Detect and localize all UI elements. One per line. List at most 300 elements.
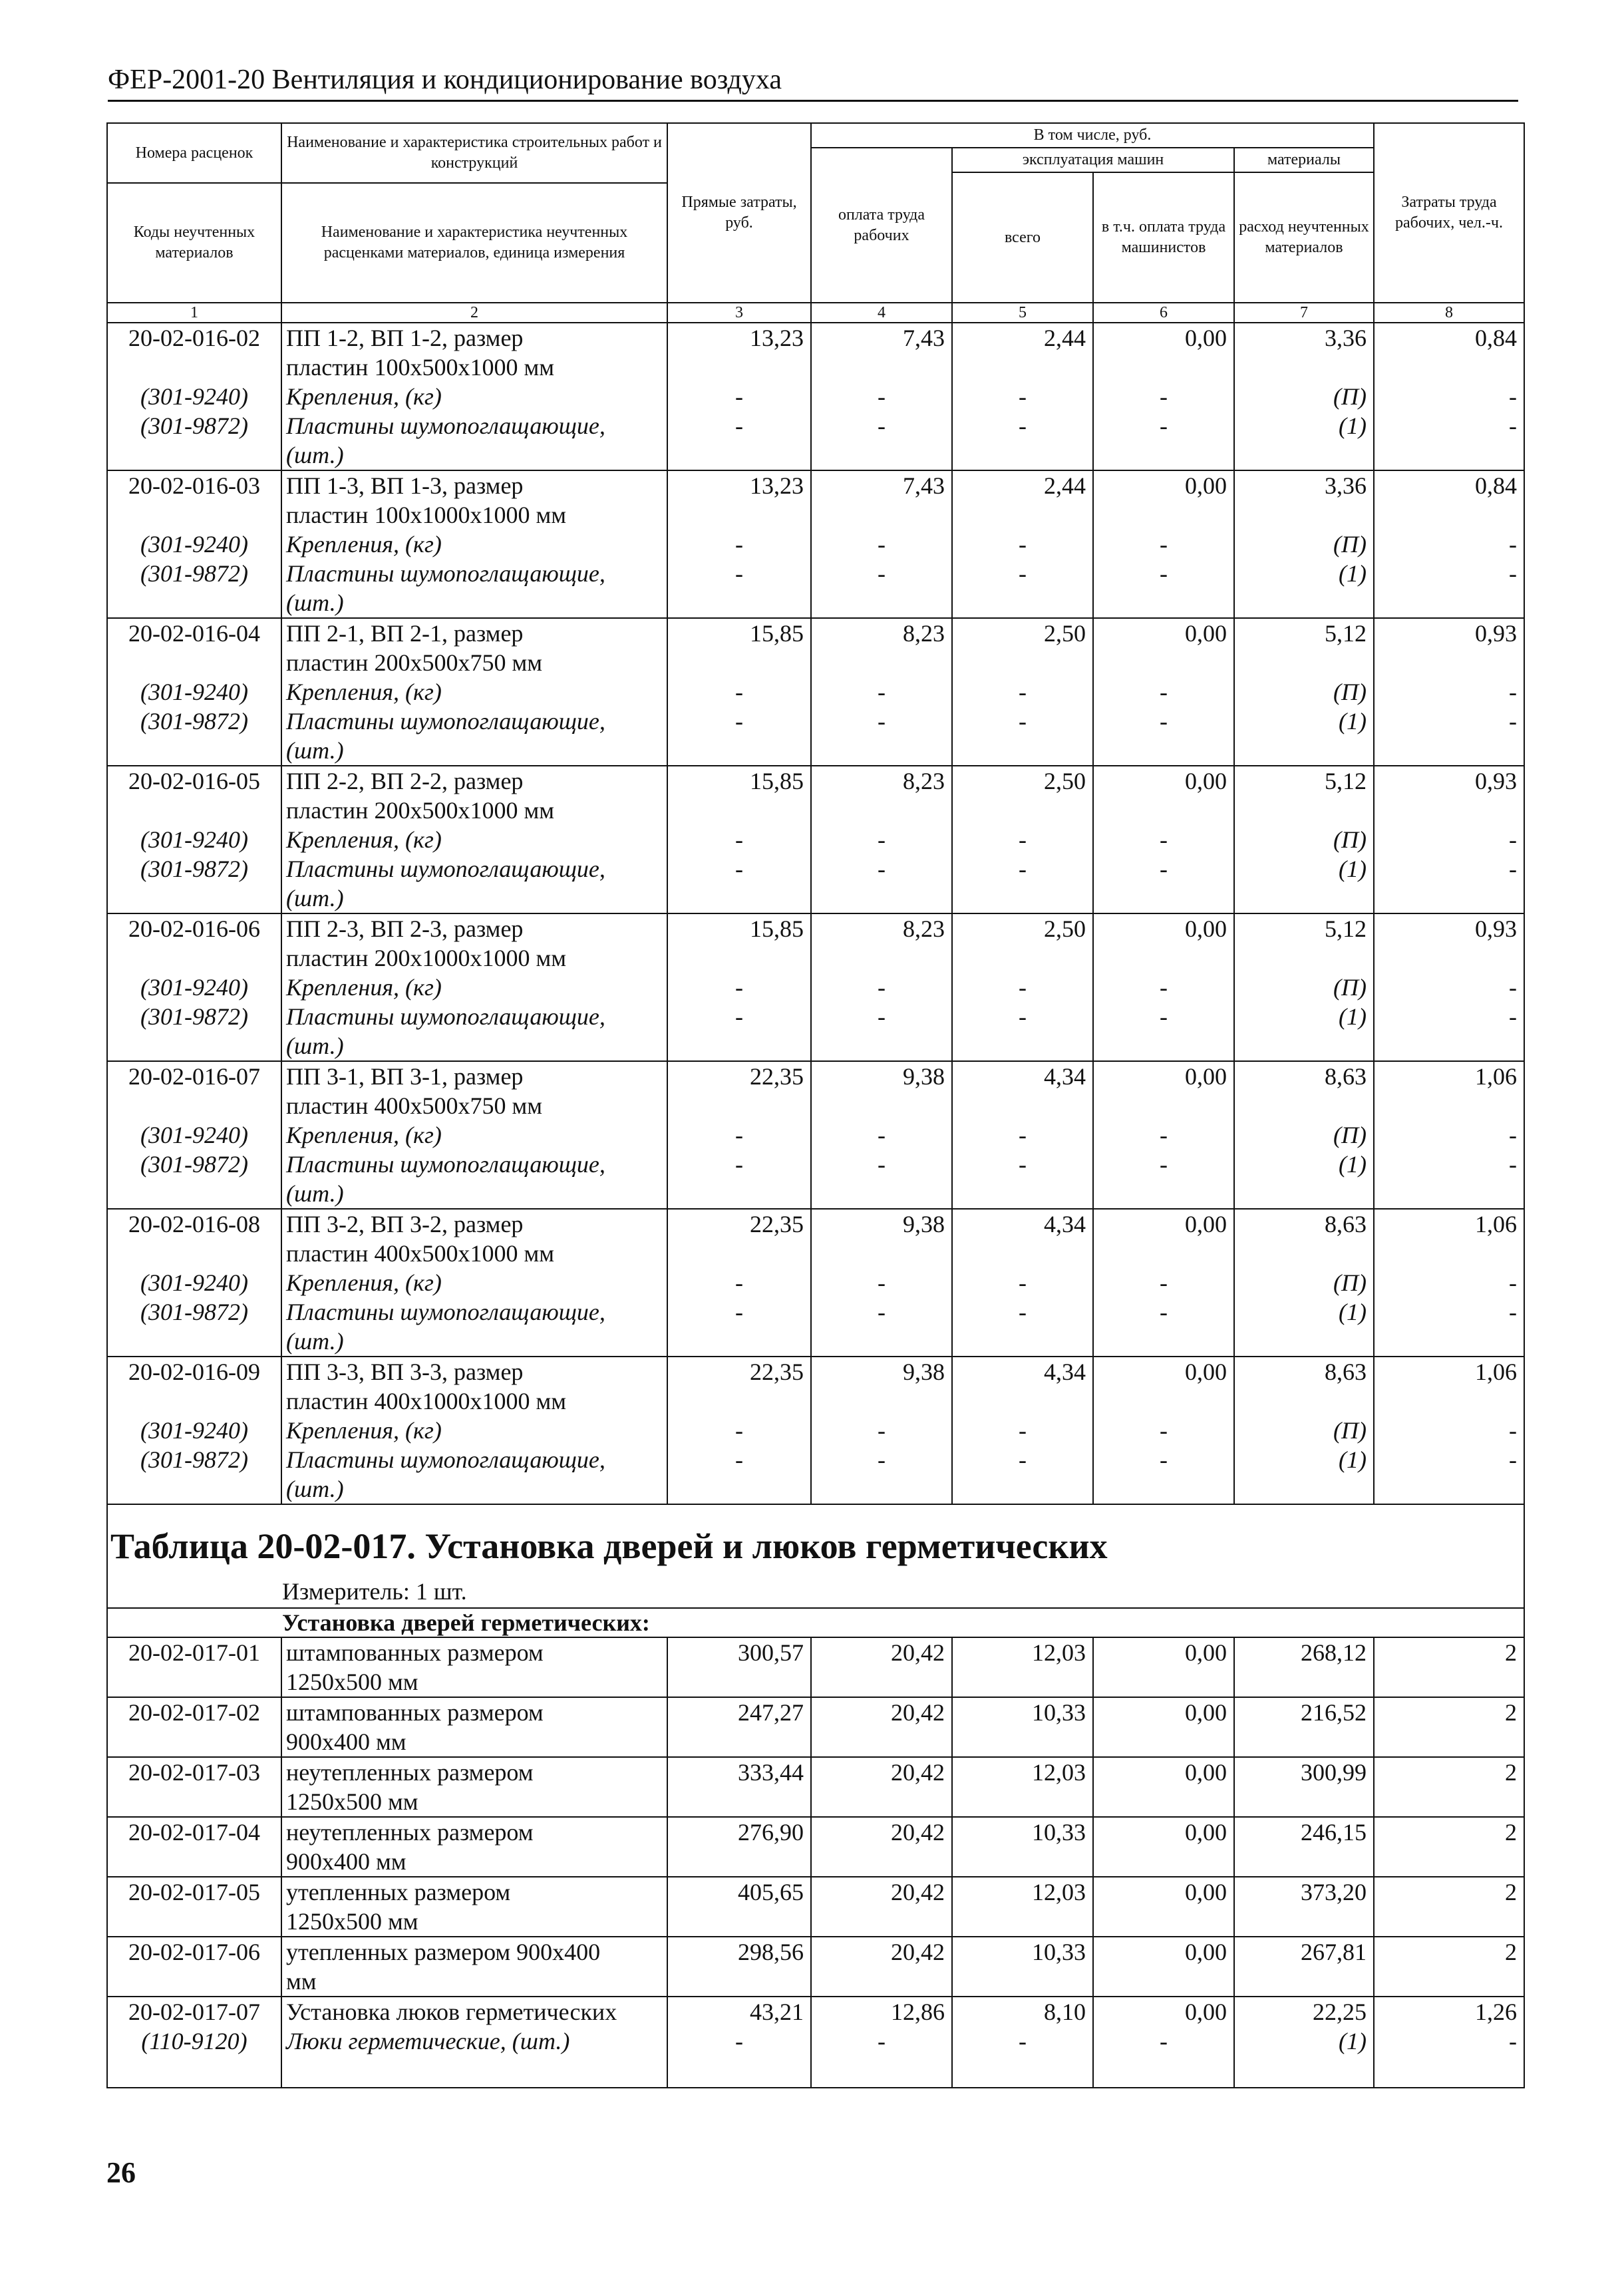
material-row-continuation <box>107 884 1524 913</box>
dash-cell: - <box>952 854 1093 884</box>
empty-cell <box>1374 1727 1524 1757</box>
dash-cell: - <box>667 1120 811 1150</box>
empty-cell <box>952 1239 1093 1268</box>
dash-cell: - <box>952 1416 1093 1445</box>
material-code: (301-9240) <box>107 973 281 1002</box>
materials-cost: 216,52 <box>1234 1697 1374 1727</box>
empty-cell <box>1093 1727 1234 1757</box>
empty-cell <box>1374 648 1524 677</box>
labor-hours: 0,93 <box>1374 913 1524 943</box>
empty-cell <box>1234 1847 1374 1877</box>
table-bottom-spacer <box>107 2056 1524 2088</box>
column-number: 1 <box>107 303 281 323</box>
material-row <box>107 854 1524 884</box>
dash-cell: - <box>1093 677 1234 707</box>
worker-wage: 9,38 <box>811 1061 952 1091</box>
section-title: Таблица 20-02-017. Установка дверей и люков герметических <box>110 1526 1108 1567</box>
empty-cell <box>811 353 952 382</box>
materials-cost: 22,25 <box>1234 1997 1374 2027</box>
dash-cell: - <box>1093 1268 1234 1297</box>
header-cell: Прямые затраты, руб. <box>667 123 811 303</box>
labor-hours: 2 <box>1374 1637 1524 1667</box>
dash-cell: - <box>1093 1416 1234 1445</box>
empty-cell <box>1234 1327 1374 1357</box>
rate-code: 20-02-016-07 <box>107 1061 281 1091</box>
material-row <box>107 707 1524 736</box>
dash-cell: - <box>811 1120 952 1150</box>
empty-cell <box>811 1847 952 1877</box>
empty-cell <box>667 353 811 382</box>
page-title: ФЕР-2001-20 Вентиляция и кондиционирование воздуха <box>108 65 782 95</box>
empty-cell <box>811 648 952 677</box>
empty-cell <box>667 1787 811 1817</box>
direct-cost: 22,35 <box>667 1209 811 1239</box>
worker-wage: 20,42 <box>811 1757 952 1787</box>
empty-cell <box>107 1967 281 1997</box>
direct-cost: 13,23 <box>667 470 811 500</box>
empty-cell <box>1093 884 1234 913</box>
direct-cost: 247,27 <box>667 1697 811 1727</box>
dash-cell: - <box>1093 825 1234 854</box>
empty-cell <box>107 1239 281 1268</box>
machinist-wage: 0,00 <box>1093 618 1234 648</box>
empty-cell <box>811 500 952 530</box>
empty-cell <box>1093 1327 1234 1357</box>
direct-cost: 43,21 <box>667 1997 811 2027</box>
page-number: 26 <box>106 2156 136 2189</box>
dash-cell: - <box>1093 1445 1234 1474</box>
empty-cell <box>1234 1179 1374 1209</box>
worker-wage: 20,42 <box>811 1937 952 1967</box>
dash-cell: - <box>1093 411 1234 440</box>
labor-hours: 1,06 <box>1374 1209 1524 1239</box>
header-cell: расход неучтенных материалов <box>1234 172 1374 303</box>
empty-cell <box>1374 736 1524 766</box>
rate-code: 20-02-017-04 <box>107 1817 281 1847</box>
empty-cell <box>667 1967 811 1997</box>
material-row <box>107 2027 1524 2056</box>
materials-cost: 5,12 <box>1234 618 1374 648</box>
dash-cell: - <box>1374 382 1524 411</box>
header-cell: Номера расценок <box>107 123 281 183</box>
rate-name: ПП 3-3, ВП 3-3, размер <box>281 1357 667 1386</box>
empty-cell <box>811 1967 952 1997</box>
empty-cell <box>1093 1091 1234 1120</box>
empty-cell <box>952 1179 1093 1209</box>
empty-cell <box>1374 353 1524 382</box>
material-qty: (1) <box>1234 559 1374 588</box>
dash-cell: - <box>811 1002 952 1031</box>
materials-cost: 5,12 <box>1234 766 1374 796</box>
dash-cell: - <box>952 1297 1093 1327</box>
empty-cell <box>952 1847 1093 1877</box>
labor-hours: 1,26 <box>1374 1997 1524 2027</box>
material-code: (301-9872) <box>107 854 281 884</box>
dash-cell: - <box>952 825 1093 854</box>
rate-name-cont: 1250х500 мм <box>281 1787 667 1817</box>
dash-cell: - <box>952 559 1093 588</box>
rate-name-cont: пластин 400х1000х1000 мм <box>281 1386 667 1416</box>
machine-total: 12,03 <box>952 1757 1093 1787</box>
machine-total: 12,03 <box>952 1637 1093 1667</box>
table-row-continuation <box>107 1386 1524 1416</box>
materials-cost: 8,63 <box>1234 1061 1374 1091</box>
machinist-wage: 0,00 <box>1093 470 1234 500</box>
material-qty: (1) <box>1234 1445 1374 1474</box>
title-rule <box>108 100 1518 102</box>
dash-cell: - <box>667 1150 811 1179</box>
material-qty: (П) <box>1234 973 1374 1002</box>
empty-cell <box>1234 796 1374 825</box>
empty-cell <box>667 1179 811 1209</box>
table-row-continuation <box>107 500 1524 530</box>
table-row <box>107 1997 1524 2027</box>
material-row <box>107 1150 1524 1179</box>
dash-cell: - <box>811 707 952 736</box>
dash-cell: - <box>1093 707 1234 736</box>
section-group-title: Установка дверей герметических: <box>282 1609 650 1637</box>
dash-cell: - <box>1093 382 1234 411</box>
material-row-continuation <box>107 1031 1524 1061</box>
rate-name: штампованных размером <box>281 1697 667 1727</box>
material-row <box>107 559 1524 588</box>
material-code: (301-9240) <box>107 382 281 411</box>
rate-code: 20-02-016-03 <box>107 470 281 500</box>
column-number: 5 <box>952 303 1093 323</box>
table-row <box>107 470 1524 500</box>
empty-cell <box>1374 588 1524 618</box>
worker-wage: 8,23 <box>811 766 952 796</box>
dash-cell: - <box>1374 1445 1524 1474</box>
material-row <box>107 1120 1524 1150</box>
empty-cell <box>667 1474 811 1504</box>
material-name: Крепления, (кг) <box>281 973 667 1002</box>
header-cell: Наименование и характеристика неучтенных расценками материалов, единица измерения <box>281 183 667 303</box>
dash-cell: - <box>1374 973 1524 1002</box>
empty-cell <box>667 1727 811 1757</box>
rate-code: 20-02-017-06 <box>107 1937 281 1967</box>
empty-cell <box>107 2056 281 2088</box>
worker-wage: 7,43 <box>811 470 952 500</box>
empty-cell <box>107 796 281 825</box>
rate-code: 20-02-017-01 <box>107 1637 281 1667</box>
empty-cell <box>667 1091 811 1120</box>
material-name-cont: (шт.) <box>281 1327 667 1357</box>
empty-cell <box>1234 1967 1374 1997</box>
machinist-wage: 0,00 <box>1093 323 1234 353</box>
worker-wage: 20,42 <box>811 1877 952 1907</box>
header-cell: материалы <box>1234 148 1374 172</box>
empty-cell <box>811 1239 952 1268</box>
rate-name: ПП 2-1, ВП 2-1, размер <box>281 618 667 648</box>
table-row-continuation <box>107 943 1524 973</box>
empty-cell <box>1093 588 1234 618</box>
material-qty: (П) <box>1234 382 1374 411</box>
empty-cell <box>952 1386 1093 1416</box>
material-row <box>107 1297 1524 1327</box>
empty-cell <box>1374 1091 1524 1120</box>
direct-cost: 15,85 <box>667 913 811 943</box>
material-row-continuation <box>107 1327 1524 1357</box>
rate-code: 20-02-017-02 <box>107 1697 281 1727</box>
empty-cell <box>1374 1847 1524 1877</box>
empty-cell <box>667 500 811 530</box>
material-name: Крепления, (кг) <box>281 1120 667 1150</box>
material-row <box>107 1416 1524 1445</box>
dash-cell: - <box>667 677 811 707</box>
empty-cell <box>1093 353 1234 382</box>
dash-cell: - <box>1374 1120 1524 1150</box>
rate-name-cont: пластин 200х500х1000 мм <box>281 796 667 825</box>
material-name: Люки герметические, (шт.) <box>281 2027 667 2056</box>
table-row-continuation <box>107 796 1524 825</box>
empty-cell <box>667 736 811 766</box>
dash-cell: - <box>811 1445 952 1474</box>
column-number: 6 <box>1093 303 1234 323</box>
empty-cell <box>107 588 281 618</box>
empty-cell <box>1374 884 1524 913</box>
empty-cell <box>667 648 811 677</box>
machine-total: 2,50 <box>952 913 1093 943</box>
rate-name-cont: пластин 100х1000х1000 мм <box>281 500 667 530</box>
rate-name: ПП 1-2, ВП 1-2, размер <box>281 323 667 353</box>
empty-cell <box>1093 2056 1234 2088</box>
empty-cell <box>667 588 811 618</box>
machinist-wage: 0,00 <box>1093 1061 1234 1091</box>
machinist-wage: 0,00 <box>1093 1997 1234 2027</box>
rate-name-cont: пластин 200х1000х1000 мм <box>281 943 667 973</box>
empty-cell <box>1374 1667 1524 1697</box>
table-row <box>107 1209 1524 1239</box>
materials-cost: 5,12 <box>1234 913 1374 943</box>
material-code: (301-9240) <box>107 1120 281 1150</box>
materials-cost: 246,15 <box>1234 1817 1374 1847</box>
dash-cell: - <box>667 2027 811 2056</box>
table-row-continuation <box>107 1667 1524 1697</box>
empty-cell <box>107 736 281 766</box>
empty-cell <box>667 1386 811 1416</box>
dash-cell: - <box>811 1268 952 1297</box>
table-row <box>107 1357 1524 1386</box>
labor-hours: 2 <box>1374 1937 1524 1967</box>
table-row-continuation <box>107 648 1524 677</box>
table-row-continuation <box>107 1967 1524 1997</box>
material-code: (301-9872) <box>107 1002 281 1031</box>
materials-cost: 8,63 <box>1234 1209 1374 1239</box>
rate-name-cont: 900х400 мм <box>281 1727 667 1757</box>
dash-cell: - <box>1374 559 1524 588</box>
dash-cell: - <box>952 530 1093 559</box>
material-qty: (1) <box>1234 707 1374 736</box>
empty-cell <box>811 440 952 470</box>
table-row <box>107 323 1524 353</box>
dash-cell: - <box>952 1150 1093 1179</box>
material-name: Пластины шумопоглащающие, <box>281 411 667 440</box>
table-row <box>107 1637 1524 1667</box>
dash-cell: - <box>952 677 1093 707</box>
empty-cell <box>107 884 281 913</box>
empty-cell <box>1234 588 1374 618</box>
table-row <box>107 618 1524 648</box>
empty-cell <box>1093 1667 1234 1697</box>
material-row <box>107 530 1524 559</box>
header-cell: оплата труда рабочих <box>811 148 952 303</box>
table-row-continuation <box>107 1091 1524 1120</box>
material-row-continuation <box>107 1179 1524 1209</box>
dash-cell: - <box>811 973 952 1002</box>
dash-cell: - <box>1093 854 1234 884</box>
empty-cell <box>1093 1386 1234 1416</box>
table-row-continuation <box>107 1847 1524 1877</box>
empty-cell <box>1234 1787 1374 1817</box>
dash-cell: - <box>667 1416 811 1445</box>
material-code: (301-9240) <box>107 1416 281 1445</box>
material-qty: (1) <box>1234 1002 1374 1031</box>
empty-cell <box>811 1386 952 1416</box>
material-row <box>107 1268 1524 1297</box>
material-name: Пластины шумопоглащающие, <box>281 1002 667 1031</box>
dash-cell: - <box>811 1297 952 1327</box>
dash-cell: - <box>952 1120 1093 1150</box>
rate-name-cont: 1250х500 мм <box>281 1907 667 1937</box>
column-number: 8 <box>1374 303 1524 323</box>
dash-cell: - <box>952 382 1093 411</box>
empty-cell <box>107 500 281 530</box>
table-row <box>107 1061 1524 1091</box>
empty-cell <box>1234 1907 1374 1937</box>
material-code: (301-9872) <box>107 1150 281 1179</box>
empty-cell <box>1374 1907 1524 1937</box>
direct-cost: 13,23 <box>667 323 811 353</box>
machinist-wage: 0,00 <box>1093 1697 1234 1727</box>
empty-cell <box>1374 1239 1524 1268</box>
rate-name-cont: 1250х500 мм <box>281 1667 667 1697</box>
table-row <box>107 1877 1524 1907</box>
direct-cost: 405,65 <box>667 1877 811 1907</box>
table-row <box>107 1757 1524 1787</box>
material-row-continuation <box>107 1474 1524 1504</box>
machine-total: 4,34 <box>952 1357 1093 1386</box>
dash-cell: - <box>1093 559 1234 588</box>
labor-hours: 0,84 <box>1374 470 1524 500</box>
material-name-cont: (шт.) <box>281 736 667 766</box>
empty-cell <box>667 2056 811 2088</box>
empty-cell <box>811 588 952 618</box>
empty-cell <box>107 1667 281 1697</box>
empty-cell <box>952 440 1093 470</box>
rate-name-cont: мм <box>281 1967 667 1997</box>
dash-cell: - <box>811 1416 952 1445</box>
worker-wage: 8,23 <box>811 618 952 648</box>
material-code: (301-9872) <box>107 1297 281 1327</box>
material-row <box>107 1002 1524 1031</box>
dash-cell: - <box>952 1445 1093 1474</box>
material-row <box>107 382 1524 411</box>
machine-total: 2,44 <box>952 323 1093 353</box>
dash-cell: - <box>952 411 1093 440</box>
dash-cell: - <box>811 382 952 411</box>
empty-cell <box>107 1327 281 1357</box>
empty-cell <box>1234 736 1374 766</box>
material-name: Крепления, (кг) <box>281 530 667 559</box>
rate-name: ПП 1-3, ВП 1-3, размер <box>281 470 667 500</box>
labor-hours: 0,93 <box>1374 618 1524 648</box>
direct-cost: 276,90 <box>667 1817 811 1847</box>
material-qty: (1) <box>1234 411 1374 440</box>
dash-cell: - <box>667 973 811 1002</box>
empty-cell <box>952 736 1093 766</box>
empty-cell <box>952 1967 1093 1997</box>
empty-cell <box>667 1847 811 1877</box>
table-header <box>107 123 1524 323</box>
dash-cell: - <box>1093 1120 1234 1150</box>
material-qty: (П) <box>1234 1268 1374 1297</box>
worker-wage: 20,42 <box>811 1697 952 1727</box>
rate-name: утепленных размером 900х400 <box>281 1937 667 1967</box>
machine-total: 12,03 <box>952 1877 1093 1907</box>
empty-cell <box>1234 1474 1374 1504</box>
machinist-wage: 0,00 <box>1093 1637 1234 1667</box>
dash-cell: - <box>811 677 952 707</box>
material-name-cont: (шт.) <box>281 1179 667 1209</box>
table-row-continuation <box>107 1239 1524 1268</box>
empty-cell <box>1234 500 1374 530</box>
header-cell: всего <box>952 172 1093 303</box>
empty-cell <box>1234 1239 1374 1268</box>
empty-cell <box>281 2056 667 2088</box>
empty-cell <box>811 796 952 825</box>
material-name: Крепления, (кг) <box>281 1416 667 1445</box>
material-code: (301-9872) <box>107 1445 281 1474</box>
dash-cell: - <box>811 530 952 559</box>
dash-cell: - <box>811 2027 952 2056</box>
empty-cell <box>952 648 1093 677</box>
empty-cell <box>667 796 811 825</box>
empty-cell <box>811 1091 952 1120</box>
empty-cell <box>1374 943 1524 973</box>
material-qty: (П) <box>1234 825 1374 854</box>
table-016-body <box>107 323 1524 1504</box>
empty-cell <box>952 884 1093 913</box>
rate-code: 20-02-017-05 <box>107 1877 281 1907</box>
empty-cell <box>952 796 1093 825</box>
header-cell: эксплуатация машин <box>952 148 1234 172</box>
dash-cell: - <box>811 559 952 588</box>
material-qty: (П) <box>1234 677 1374 707</box>
machinist-wage: 0,00 <box>1093 913 1234 943</box>
machine-total: 4,34 <box>952 1061 1093 1091</box>
table-row-continuation <box>107 1727 1524 1757</box>
column-number: 7 <box>1234 303 1374 323</box>
empty-cell <box>107 1091 281 1120</box>
empty-cell <box>1234 1727 1374 1757</box>
dash-cell: - <box>1374 1150 1524 1179</box>
rates-table <box>106 122 1525 2088</box>
dash-cell: - <box>667 707 811 736</box>
machine-total: 10,33 <box>952 1697 1093 1727</box>
empty-cell <box>1234 943 1374 973</box>
worker-wage: 8,23 <box>811 913 952 943</box>
table-row <box>107 1697 1524 1727</box>
empty-cell <box>952 1907 1093 1937</box>
dash-cell: - <box>1093 530 1234 559</box>
dash-cell: - <box>667 530 811 559</box>
empty-cell <box>952 588 1093 618</box>
empty-cell <box>1093 1787 1234 1817</box>
material-qty: (П) <box>1234 530 1374 559</box>
empty-cell <box>952 1474 1093 1504</box>
empty-cell <box>107 1727 281 1757</box>
